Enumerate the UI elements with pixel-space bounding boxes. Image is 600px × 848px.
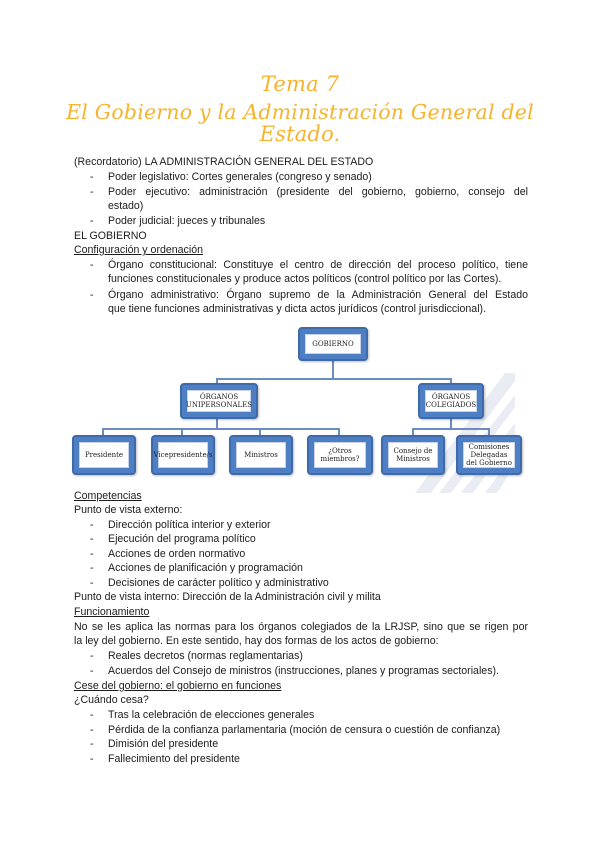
organo-constitucional-line1: Órgano constitucional: Constituye el centro de dirección del proceso político, tiene [108, 259, 528, 271]
recordatorio-item: Poder ejecutivo: administración (presidente del gobierno, gobierno, consejo del [108, 186, 528, 198]
externo-item: Ejecución del programa político [108, 533, 256, 545]
funcionamiento-heading-text: Funcionamiento [74, 606, 150, 618]
node-organos-colegiados-label: ÓRGANOS COLEGIADOS [425, 390, 477, 412]
bullet: - [90, 665, 94, 677]
node-organos-colegiados [418, 383, 484, 419]
bullet: - [90, 519, 94, 531]
recordatorio-item: Poder legislativo: Cortes generales (congreso y senado) [108, 171, 372, 183]
bullet: - [90, 709, 94, 721]
cese-heading [74, 679, 528, 693]
bullet: - [90, 738, 94, 750]
bullet: - [90, 577, 94, 589]
bullet: - [90, 562, 94, 574]
node-otros-miembros [307, 435, 373, 475]
node-presidente [72, 435, 136, 475]
node-ministros-label: Ministros [236, 442, 286, 468]
node-consejo-ministros-label: Consejo de Ministros [388, 442, 438, 468]
externo-item: Acciones de planificación y programación [108, 562, 303, 574]
externo-label: Punto de vista externo: [74, 504, 183, 516]
node-comisiones-delegadas [456, 435, 522, 475]
bullet: - [90, 171, 94, 183]
title-line-2: El Gobierno y la Administración General del [66, 100, 534, 124]
competencias-heading-text: Competencias [74, 490, 142, 502]
organo-administrativo-line1: Órgano administrativo: Órgano supremo de la Administración General del Estado [108, 289, 528, 301]
bullet: - [90, 548, 94, 560]
node-consejo-ministros [381, 435, 445, 475]
cese-item: Dimisión del presidente [108, 738, 219, 750]
organo-constitucional-line2: funciones constitucionales y produce actos políticos (control político por las Cortes). [108, 273, 502, 285]
recordatorio-item: Poder judicial: jueces y tribunales [108, 215, 266, 227]
competencias-heading [74, 489, 528, 503]
funcionamiento-heading [74, 605, 528, 619]
connector [412, 428, 490, 430]
gobierno-heading: EL GOBIERNO [74, 230, 147, 242]
node-gobierno-label: GOBIERNO [305, 334, 361, 354]
bullet: - [90, 259, 94, 271]
bullet: - [90, 753, 94, 765]
cese-item: Fallecimiento del presidente [108, 753, 240, 765]
connector [216, 378, 452, 380]
funcionamiento-item: Acuerdos del Consejo de ministros (instrucciones, planes y programas sectoriales). [108, 665, 499, 677]
org-chart [70, 325, 530, 495]
cese-item: Tras la celebración de elecciones generales [108, 709, 315, 721]
bullet: - [90, 533, 94, 545]
node-organos-unipersonales [180, 383, 258, 419]
configuracion-heading [74, 243, 528, 257]
funcionamiento-line2: la ley del gobierno. En este sentido, hay dos formas de los actos de gobierno: [74, 635, 439, 647]
cese-question: ¿Cuándo cesa? [74, 694, 149, 706]
externo-item: Acciones de orden normativo [108, 548, 246, 560]
node-otros-miembros-label: ¿Otros miembros? [314, 442, 366, 468]
cese-heading-text: Cese del gobierno: el gobierno en funciones [74, 680, 282, 692]
configuracion-heading-text: Configuración y ordenación [74, 244, 203, 256]
externo-item: Decisiones de carácter político y administrativo [108, 577, 329, 589]
bullet: - [90, 289, 94, 301]
node-ministros [229, 435, 293, 475]
bullet: - [90, 215, 94, 227]
funcionamiento-line1: No se les aplica las normas para los órganos colegiados de la LRJSP, sino que se rigen por [74, 621, 528, 633]
bullet: - [90, 650, 94, 662]
recordatorio-item: estado) [108, 200, 144, 212]
node-presidente-label: Presidente [79, 442, 129, 468]
node-vicepresidentes-label: Vicepresidente/s [158, 442, 208, 468]
node-gobierno [298, 327, 368, 361]
connector [332, 359, 334, 379]
title-line-1: Tema 7 [260, 72, 340, 96]
organo-administrativo-line2: que tiene funciones administrativas y dicta actos jurídicos (control jurisdiccional). [108, 303, 487, 315]
bullet: - [90, 724, 94, 736]
cese-item: Pérdida de la confianza parlamentaria (moción de censura o cuestión de confianza) [108, 724, 501, 736]
funcionamiento-item: Reales decretos (normas reglamentarias) [108, 650, 303, 662]
bullet: - [90, 186, 94, 198]
externo-item: Dirección política interior y exterior [108, 519, 271, 531]
node-comisiones-delegadas-label: Comisiones Delegadas del Gobierno [463, 442, 515, 468]
recordatorio-heading: (Recordatorio) LA ADMINISTRACIÓN GENERAL DEL ESTADO [74, 156, 374, 168]
interno-line: Punto de vista interno: Dirección de la Administración civil y milita [74, 591, 381, 603]
node-vicepresidentes [151, 435, 215, 475]
node-organos-unipersonales-label: ÓRGANOS UNIPERSONALES [187, 390, 251, 412]
connector [102, 428, 340, 430]
title-line-3: Estado. [259, 122, 341, 146]
